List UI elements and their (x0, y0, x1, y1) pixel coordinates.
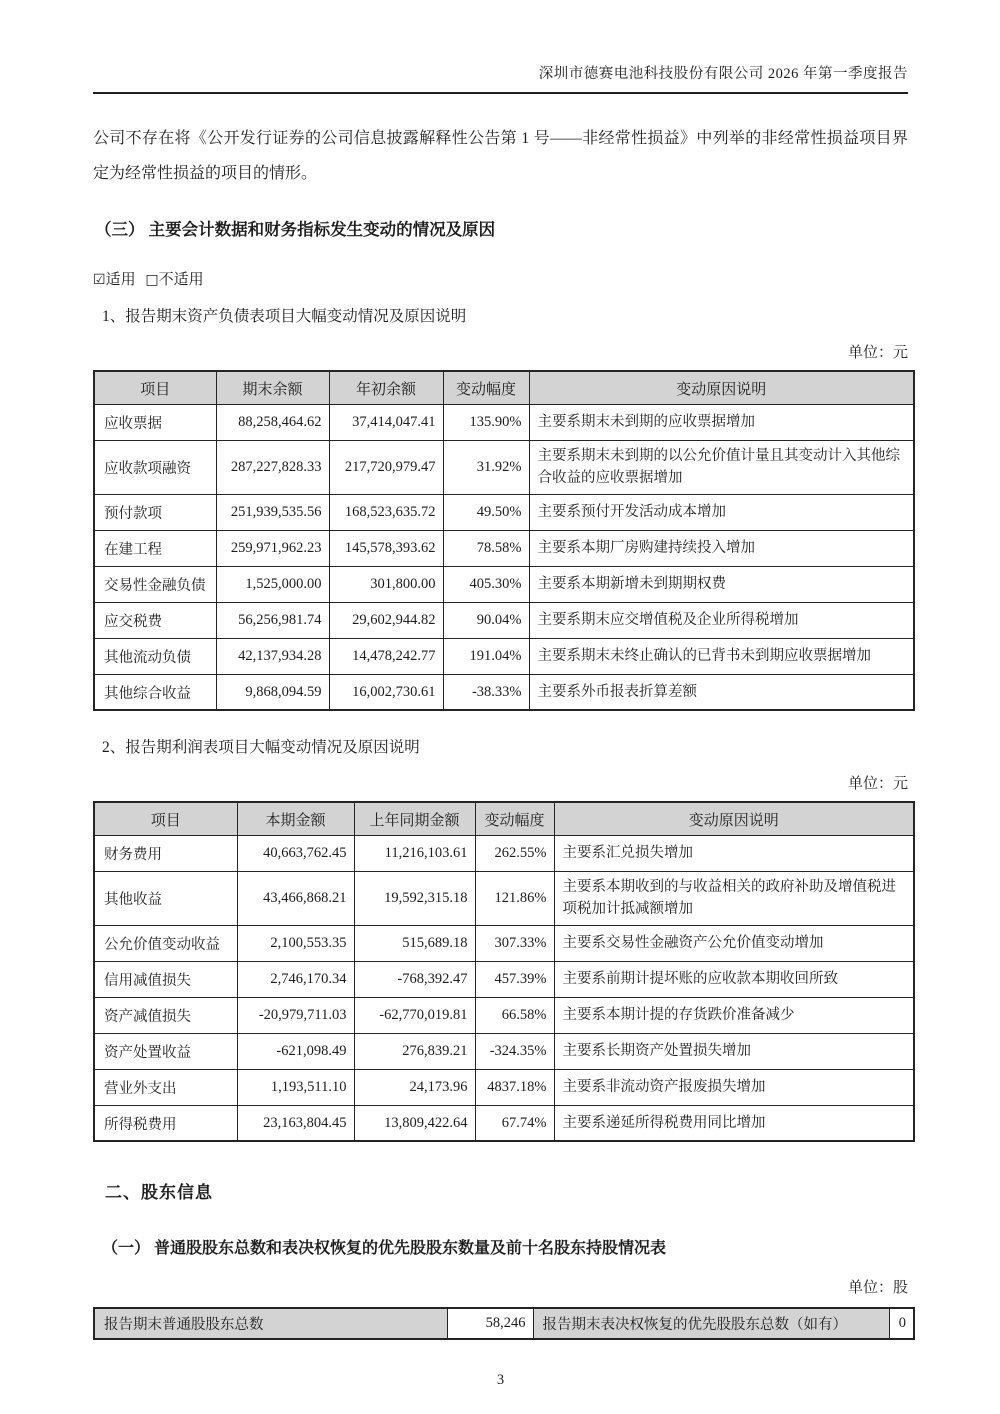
beginning-balance-cell: 145,578,393.62 (329, 530, 443, 566)
table-row (94, 835, 914, 871)
current-amount-cell: 2,100,553.35 (237, 925, 354, 961)
col-header-prior-amount: 上年同期金额 (354, 802, 475, 835)
change-rate-cell: 121.86% (475, 871, 554, 925)
item-cell: 营业外支出 (94, 1069, 237, 1105)
ending-balance-cell: 1,525,000.00 (216, 566, 329, 602)
shareholder-count-table (93, 1307, 915, 1340)
change-reason-cell: 主要系预付开发活动成本增加 (529, 494, 914, 530)
change-rate-cell: 78.58% (443, 530, 529, 566)
change-rate-cell: 67.74% (475, 1105, 554, 1141)
col-header-item: 项目 (94, 371, 216, 404)
page-header-title: 深圳市德赛电池科技股份有限公司 2026 年第一季度报告 (93, 62, 908, 94)
current-amount-cell: -621,098.49 (237, 1033, 354, 1069)
table-row (94, 1105, 914, 1141)
current-amount-cell: 2,746,170.34 (237, 961, 354, 997)
current-amount-cell: 43,466,868.21 (237, 871, 354, 925)
ending-balance-cell: 9,868,094.59 (216, 674, 329, 710)
change-rate-cell: 307.33% (475, 925, 554, 961)
table-row (94, 674, 914, 710)
change-rate-cell: 90.04% (443, 602, 529, 638)
change-reason-cell: 主要系期末未到期的以公允价值计量且其变动计入其他综合收益的应收票据增加 (529, 440, 914, 494)
intro-paragraph: 公司不存在将《公开发行证券的公司信息披露解释性公告第 1 号——非经常性损益》中列举的非经常性损益项目界定为经常性损益的项目的情形。 (93, 130, 908, 183)
ending-balance-cell: 88,258,464.62 (216, 404, 329, 440)
change-reason-cell: 主要系非流动资产报废损失增加 (554, 1069, 914, 1105)
col-header-change-reason: 变动原因说明 (529, 371, 914, 404)
item-cell: 信用减值损失 (94, 961, 237, 997)
table-row (94, 530, 914, 566)
change-reason-cell: 主要系期末未终止确认的已背书未到期应收票据增加 (529, 638, 914, 674)
unit-label-shares: 单位：股 (847, 1280, 908, 1297)
table-row (94, 1033, 914, 1069)
change-reason-cell: 主要系期末应交增值税及企业所得税增加 (529, 602, 914, 638)
table-row (94, 602, 914, 638)
col-header-change-reason: 变动原因说明 (554, 802, 914, 835)
item-cell: 资产处置收益 (94, 1033, 237, 1069)
change-reason-cell: 主要系本期收到的与收益相关的政府补助及增值税进项税加计抵减额增加 (554, 871, 914, 925)
change-rate-cell: 31.92% (443, 440, 529, 494)
item-cell: 应收款项融资 (94, 440, 216, 494)
prior-amount-cell: 24,173.96 (354, 1069, 475, 1105)
prior-amount-cell: 11,216,103.61 (354, 835, 475, 871)
change-rate-cell: -38.33% (443, 674, 529, 710)
col-header-beginning-balance: 年初余额 (329, 371, 443, 404)
change-rate-cell: -324.35% (475, 1033, 554, 1069)
preferred-shareholders-value: 0 (889, 1308, 914, 1339)
table-row (94, 925, 914, 961)
ending-balance-cell: 251,939,535.56 (216, 494, 329, 530)
unchecked-checkbox-icon: □ (145, 272, 159, 289)
col-header-change-rate: 变动幅度 (443, 371, 529, 404)
item-cell: 财务费用 (94, 835, 237, 871)
beginning-balance-cell: 16,002,730.61 (329, 674, 443, 710)
change-reason-cell: 主要系递延所得税费用同比增加 (554, 1105, 914, 1141)
beginning-balance-cell: 301,800.00 (329, 566, 443, 602)
ordinary-shareholders-value: 58,246 (447, 1308, 533, 1339)
balance-sheet-changes-table (93, 370, 915, 711)
change-rate-cell: 49.50% (443, 494, 529, 530)
ending-balance-cell: 259,971,962.23 (216, 530, 329, 566)
ending-balance-cell: 287,227,828.33 (216, 440, 329, 494)
current-amount-cell: 1,193,511.10 (237, 1069, 354, 1105)
table-row (94, 638, 914, 674)
prior-amount-cell: 515,689.18 (354, 925, 475, 961)
applicability-line (93, 268, 908, 289)
current-amount-cell: -20,979,711.03 (237, 997, 354, 1033)
change-reason-cell: 主要系汇兑损失增加 (554, 835, 914, 871)
item-cell: 其他综合收益 (94, 674, 216, 710)
page-number: 3 (496, 1372, 505, 1389)
prior-amount-cell: 276,839.21 (354, 1033, 475, 1069)
section2-sub-heading: （一） 普通股股东总数和表决权恢复的优先股股东数量及前十名股东持股情况表 (102, 1240, 667, 1258)
item-cell: 交易性金融负债 (94, 566, 216, 602)
col-header-change-rate: 变动幅度 (475, 802, 554, 835)
change-reason-cell: 主要系期末未到期的应收票据增加 (529, 404, 914, 440)
prior-amount-cell: -62,770,019.81 (354, 997, 475, 1033)
item-cell: 在建工程 (94, 530, 216, 566)
table-row (94, 494, 914, 530)
item1-title: 1、报告期末资产负债表项目大幅变动情况及原因说明 (102, 308, 467, 326)
unit-label-yuan-1: 单位：元 (847, 345, 908, 362)
not-applicable-label: 不适用 (158, 272, 204, 289)
item2-title: 2、报告期利润表项目大幅变动情况及原因说明 (102, 739, 420, 757)
change-rate-cell: 457.39% (475, 961, 554, 997)
beginning-balance-cell: 217,720,979.47 (329, 440, 443, 494)
current-amount-cell: 40,663,762.45 (237, 835, 354, 871)
table-row (94, 1069, 914, 1105)
col-header-ending-balance: 期末余额 (216, 371, 329, 404)
item-cell: 其他收益 (94, 871, 237, 925)
table-row (94, 1308, 914, 1339)
preferred-shareholders-label: 报告期末表决权恢复的优先股股东总数（如有） (533, 1308, 889, 1339)
ending-balance-cell: 56,256,981.74 (216, 602, 329, 638)
section3-heading: （三） 主要会计数据和财务指标发生变动的情况及原因 (95, 220, 496, 240)
item-cell: 所得税费用 (94, 1105, 237, 1141)
table-row (94, 566, 914, 602)
item-cell: 其他流动负债 (94, 638, 216, 674)
item-cell: 应交税费 (94, 602, 216, 638)
prior-amount-cell: 13,809,422.64 (354, 1105, 475, 1141)
prior-amount-cell: -768,392.47 (354, 961, 475, 997)
unit-label-yuan-2: 单位：元 (847, 776, 908, 793)
change-rate-cell: 405.30% (443, 566, 529, 602)
table-row (94, 871, 914, 925)
item-cell: 公允价值变动收益 (94, 925, 237, 961)
change-rate-cell: 4837.18% (475, 1069, 554, 1105)
item-cell: 应收票据 (94, 404, 216, 440)
col-header-item: 项目 (94, 802, 237, 835)
change-reason-cell: 主要系本期新增未到期期权费 (529, 566, 914, 602)
ending-balance-cell: 42,137,934.28 (216, 638, 329, 674)
table-header-row (94, 802, 914, 835)
beginning-balance-cell: 29,602,944.82 (329, 602, 443, 638)
table-header-row (94, 371, 914, 404)
change-reason-cell: 主要系交易性金融资产公允价值变动增加 (554, 925, 914, 961)
table-row (94, 440, 914, 494)
current-amount-cell: 23,163,804.45 (237, 1105, 354, 1141)
change-reason-cell: 主要系长期资产处置损失增加 (554, 1033, 914, 1069)
item-cell: 资产减值损失 (94, 997, 237, 1033)
section2-heading: 二、股东信息 (105, 1183, 213, 1203)
ordinary-shareholders-label: 报告期末普通股股东总数 (94, 1308, 447, 1339)
table-row (94, 404, 914, 440)
change-reason-cell: 主要系前期计提坏账的应收款本期收回所致 (554, 961, 914, 997)
beginning-balance-cell: 14,478,242.77 (329, 638, 443, 674)
beginning-balance-cell: 168,523,635.72 (329, 494, 443, 530)
change-rate-cell: 135.90% (443, 404, 529, 440)
change-rate-cell: 262.55% (475, 835, 554, 871)
table-row (94, 961, 914, 997)
item-cell: 预付款项 (94, 494, 216, 530)
change-rate-cell: 191.04% (443, 638, 529, 674)
beginning-balance-cell: 37,414,047.41 (329, 404, 443, 440)
income-statement-changes-table (93, 801, 915, 1142)
change-reason-cell: 主要系外币报表折算差额 (529, 674, 914, 710)
prior-amount-cell: 19,592,315.18 (354, 871, 475, 925)
col-header-current-amount: 本期金额 (237, 802, 354, 835)
table-row (94, 997, 914, 1033)
change-reason-cell: 主要系本期厂房购建持续投入增加 (529, 530, 914, 566)
change-reason-cell: 主要系本期计提的存货跌价准备减少 (554, 997, 914, 1033)
applicable-label: 适用 (105, 272, 136, 289)
change-rate-cell: 66.58% (475, 997, 554, 1033)
checked-checkbox-icon: ☑ (93, 272, 106, 289)
